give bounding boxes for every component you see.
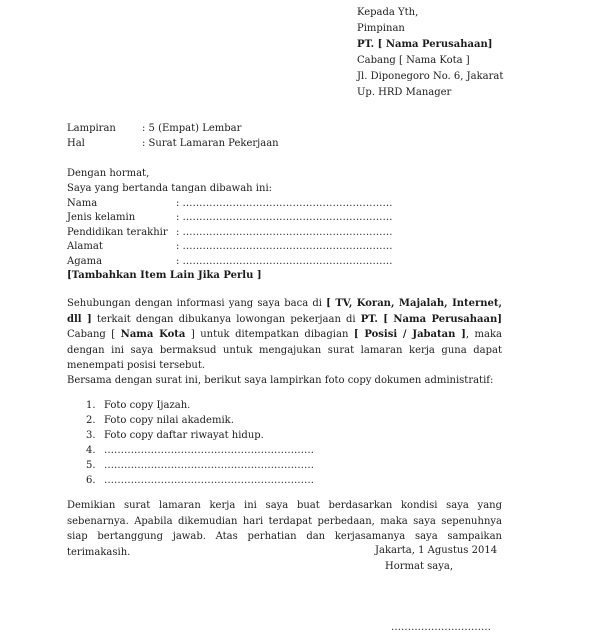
position-placeholder: [ Posisi / Jabatan ]	[353, 329, 466, 340]
hal-label: Hal	[67, 138, 85, 149]
list-item-number: 5.	[86, 460, 96, 471]
paragraph-attachments: Bersama dengan surat ini, berikut saya lampirkan foto copy dokumen administratif:	[67, 375, 494, 386]
field-value-agama: : ………………………………………………………	[176, 256, 393, 267]
closing-paragraph: Demikian surat lamaran kerja ini saya buat berdasarkan kondisi saya yang sebenarnya. Apabila dikemudian hari terdapat perbedaan, maka saya sepenuhnya siap bertanggung jawab. Atas perhatian dan kerjasamanya saya sampaikan terimakasih.	[67, 500, 502, 558]
company-placeholder: PT. [ Nama Perusahaan]	[360, 313, 502, 325]
paragraph-info-text: ] untuk ditempatkan dibagian	[185, 329, 354, 340]
recipient-block	[357, 5, 503, 101]
paragraph-info-text: , maka dengan ini saya bermaksud untuk mengajukan surat lamaran kerja guna dapat menempati posisi tersebut.	[67, 329, 503, 371]
list-item-number: 6.	[86, 475, 96, 486]
list-item-number: 4.	[86, 445, 96, 456]
field-label-nama: Nama	[67, 198, 98, 209]
field-label-jenis-kelamin: Jenis kelamin	[67, 212, 136, 223]
recipient-line: Cabang [ Nama Kota ]	[357, 55, 470, 66]
list-item-text: ………………………………………………………	[104, 445, 314, 456]
field-value-jenis-kelamin: : ………………………………………………………	[176, 212, 393, 223]
lampiran-label: Lampiran	[67, 123, 116, 134]
list-item-text: Foto copy Ijazah.	[104, 400, 191, 411]
list-item-number: 1.	[86, 400, 96, 411]
list-item-text: Foto copy daftar riwayat hidup.	[104, 430, 264, 441]
place-date: Jakarta, 1 Agustus 2014	[375, 545, 498, 556]
recipient-line: Up. HRD Manager	[357, 87, 452, 98]
field-label-agama: Agama	[67, 256, 103, 267]
list-item-number: 3.	[86, 430, 96, 441]
recipient-line: Jl. Diponegoro No. 6, Jakarat	[357, 71, 504, 82]
field-value-alamat: : ………………………………………………………	[176, 241, 393, 252]
signature-line: …………………………	[391, 622, 491, 633]
paragraph-info-text: terkait dengan dibukanya lowongan pekerjaan di	[91, 313, 361, 325]
city-placeholder: Nama Kota	[120, 329, 186, 340]
hal-value: : Surat Lamaran Pekerjaan	[142, 138, 279, 149]
paragraph-info-text: Sehubungan dengan informasi yang saya baca di	[67, 298, 327, 309]
salutation: Hormat saya,	[385, 561, 454, 572]
extra-items-note: [Tambahkan Item Lain Jika Perlu ]	[67, 270, 262, 281]
lampiran-value: : 5 (Empat) Lembar	[142, 123, 242, 134]
recipient-line: Kepada Yth,	[357, 7, 419, 18]
list-item-text: ………………………………………………………	[104, 475, 314, 486]
list-item-number: 2.	[86, 415, 96, 426]
media-placeholder: [ TV, Koran, Majalah, Internet, dll ]	[67, 298, 502, 325]
field-label-pendidikan: Pendidikan terakhir	[67, 227, 168, 238]
greeting: Dengan hormat,	[67, 168, 150, 179]
paragraph-info-text: Cabang [	[67, 329, 121, 340]
field-value-pendidikan: : ………………………………………………………	[176, 227, 393, 238]
intro-text: Saya yang bertanda tangan dibawah ini:	[67, 183, 273, 194]
recipient-line: Pimpinan	[357, 23, 405, 34]
list-item-text: ………………………………………………………	[104, 460, 314, 471]
field-value-nama: : ………………………………………………………	[176, 198, 393, 209]
list-item-text: Foto copy nilai akademik.	[104, 415, 234, 426]
field-label-alamat: Alamat	[67, 241, 103, 252]
recipient-company: PT. [ Nama Perusahaan]	[357, 39, 493, 50]
paragraph-info	[67, 296, 502, 374]
